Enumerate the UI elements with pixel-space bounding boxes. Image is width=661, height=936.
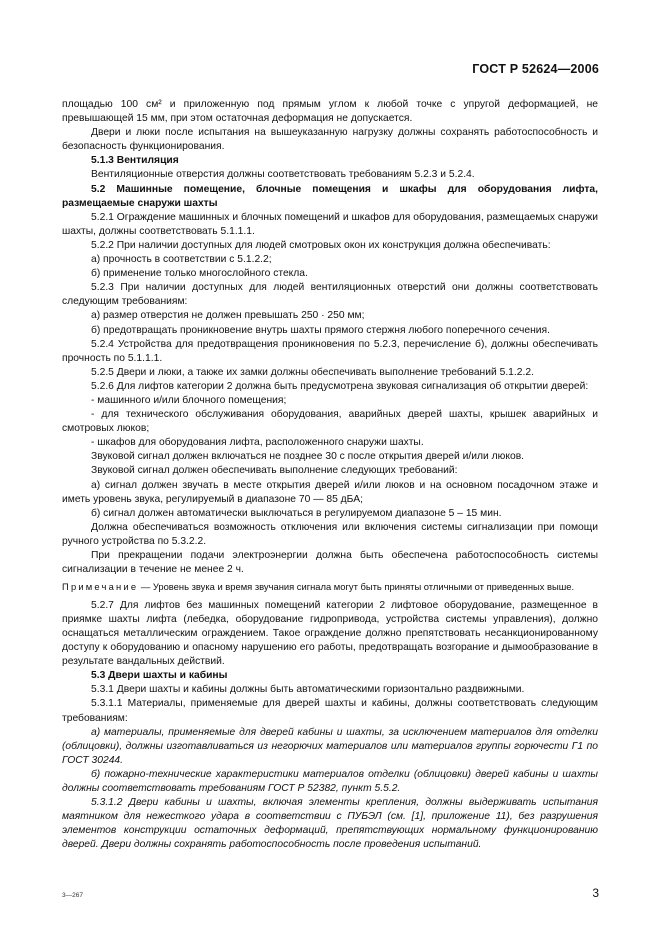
paragraph: 5.1.3 Вентиляция (91, 155, 179, 167)
paragraph: 5.3.1.2 Двери кабины и шахты, включая элементы крепления, должны выдерживать испытания маятником для нежесткого удара в соответствии с ПУБЭЛ (см. [1], приложение 11), без разрушения элементов конструкции остаточных деформаций, препятствующих нормальному функционированию дверей. Двери должны сохранять работоспособность после проведения испытаний. (62, 797, 598, 851)
paragraph: При прекращении подачи электроэнергии должна быть обеспечена работоспособность системы сигнализации в течение не менее 2 ч. (62, 550, 598, 576)
paragraphs-block-1 (62, 98, 598, 577)
paragraph: - для технического обслуживания оборудования, аварийных дверей шахты, крышек аварийных и смотровых люков; (62, 409, 598, 435)
paragraph: а) материалы, применяемые для дверей кабины и шахты, за исключением материалов для отделки (облицовки), должны изготавливаться из негорючих материалов или материалов группы горючести Г1 по ГОСТ 30244. (62, 726, 598, 766)
paragraph: - машинного и/или блочного помещения; (91, 394, 287, 406)
paragraph: 5.2.7 Для лифтов без машинных помещений категории 2 лифтовое оборудование, размещенное в приямке шахты лифта (лебедка, оборудование гидропривода, устройства системы управления), должно оснащаться металлическим ограждением. Такое ограждение должно препятствовать несанкционированному доступу к оборудованию и опасному нарушению его работы, предотвращать возгорание и дымообразование в результате вандальных действий. (62, 599, 598, 668)
paragraph: Должна обеспечиваться возможность отключения или включения системы сигнализации при помощи ручного устройства по 5.3.2.2. (62, 521, 598, 547)
paragraph: 5.3.1 Двери шахты и кабины должны быть автоматическими горизонтально раздвижными. (91, 684, 525, 696)
paragraph: 5.3 Двери шахты и кабины (91, 670, 228, 682)
paragraphs-block-2 (62, 599, 598, 853)
paragraph: площадью 100 см² и приложенную под прямым углом к любой точке с упругой деформацией, не превышающей 15 мм, при этом остаточная деформация не допускается. (62, 99, 598, 125)
paragraph: а) прочность в соответствии с 5.1.2.2; (91, 254, 272, 266)
paragraph: Вентиляционные отверстия должны соответствовать требованиям 5.2.3 и 5.2.4. (91, 169, 475, 181)
paragraph: 5.2.4 Устройства для предотвращения проникновения по 5.2.3, перечисление б), должны обеспечивать прочность по 5.1.1.1. (62, 338, 598, 364)
paragraph: 5.3.1.1 Материалы, применяемые для дверей шахты и кабины, должны соответствовать следующим требованиям: (62, 698, 598, 724)
paragraph: 5.2.1 Ограждение машинных и блочных помещений и шкафов для оборудования, размещаемых снаружи шахты, должны соответствовать 5.1.1.1. (62, 211, 598, 237)
paragraph: 5.2.5 Двери и люки, а также их замки должны обеспечивать выполнение требований 5.1.2.2. (91, 366, 534, 378)
paragraph: 5.2.6 Для лифтов категории 2 должна быть предусмотрена звуковая сигнализация об открытии дверей: (91, 380, 589, 392)
paragraph: б) пожарно-технические характеристики материалов отделки (облицовки) дверей кабины и шахты должны соответствовать требованиям ГОСТ Р 52382, пункт 5.5.2. (62, 768, 598, 794)
paragraph: б) применение только многослойного стекла. (91, 268, 308, 280)
document-header: ГОСТ Р 52624—2006 (472, 62, 599, 76)
paragraph: б) предотвращать проникновение внутрь шахты прямого стержня любого поперечного сечения. (91, 324, 550, 336)
paragraph: б) сигнал должен автоматически выключаться в регулируемом диапазоне 5 – 15 мин. (91, 507, 502, 519)
paragraph: а) сигнал должен звучать в месте открытия дверей и/или люков и на основном посадочном этаже и иметь уровень звука, регулируемый в диапазоне 70 — 85 дБА; (62, 479, 598, 505)
paragraph: - шкафов для оборудования лифта, расположенного снаружи шахты. (91, 437, 424, 449)
print-code: 3—267 (62, 892, 83, 899)
paragraph: 5.2.3 При наличии доступных для людей вентиляционных отверстий они должны соответствовать следующим требованиям: (62, 282, 598, 308)
page-number: 3 (592, 886, 599, 900)
paragraph: 5.2.2 При наличии доступных для людей смотровых окон их конструкция должна обеспечивать: (91, 239, 551, 251)
paragraph: Звуковой сигнал должен включаться не позднее 30 с после открытия дверей и/или люков. (91, 451, 525, 463)
paragraph: 5.2 Машинные помещение, блочные помещения и шкафы для оборудования лифта, размещаемые снаружи шахты (62, 183, 598, 209)
note-label: Примечание (62, 581, 139, 593)
paragraph: Двери и люки после испытания на вышеуказанную нагрузку должны сохранять работоспособность и безопасность функционирования. (62, 127, 598, 153)
paragraph: Звуковой сигнал должен обеспечивать выполнение следующих требований: (91, 465, 458, 477)
note-text: — Уровень звука и время звучания сигнала могут быть приняты отличными от приведенных выше. (138, 581, 575, 593)
paragraph: а) размер отверстия не должен превышать 250 · 250 мм; (91, 310, 365, 322)
note-paragraph (62, 581, 598, 594)
document-body (62, 98, 598, 852)
